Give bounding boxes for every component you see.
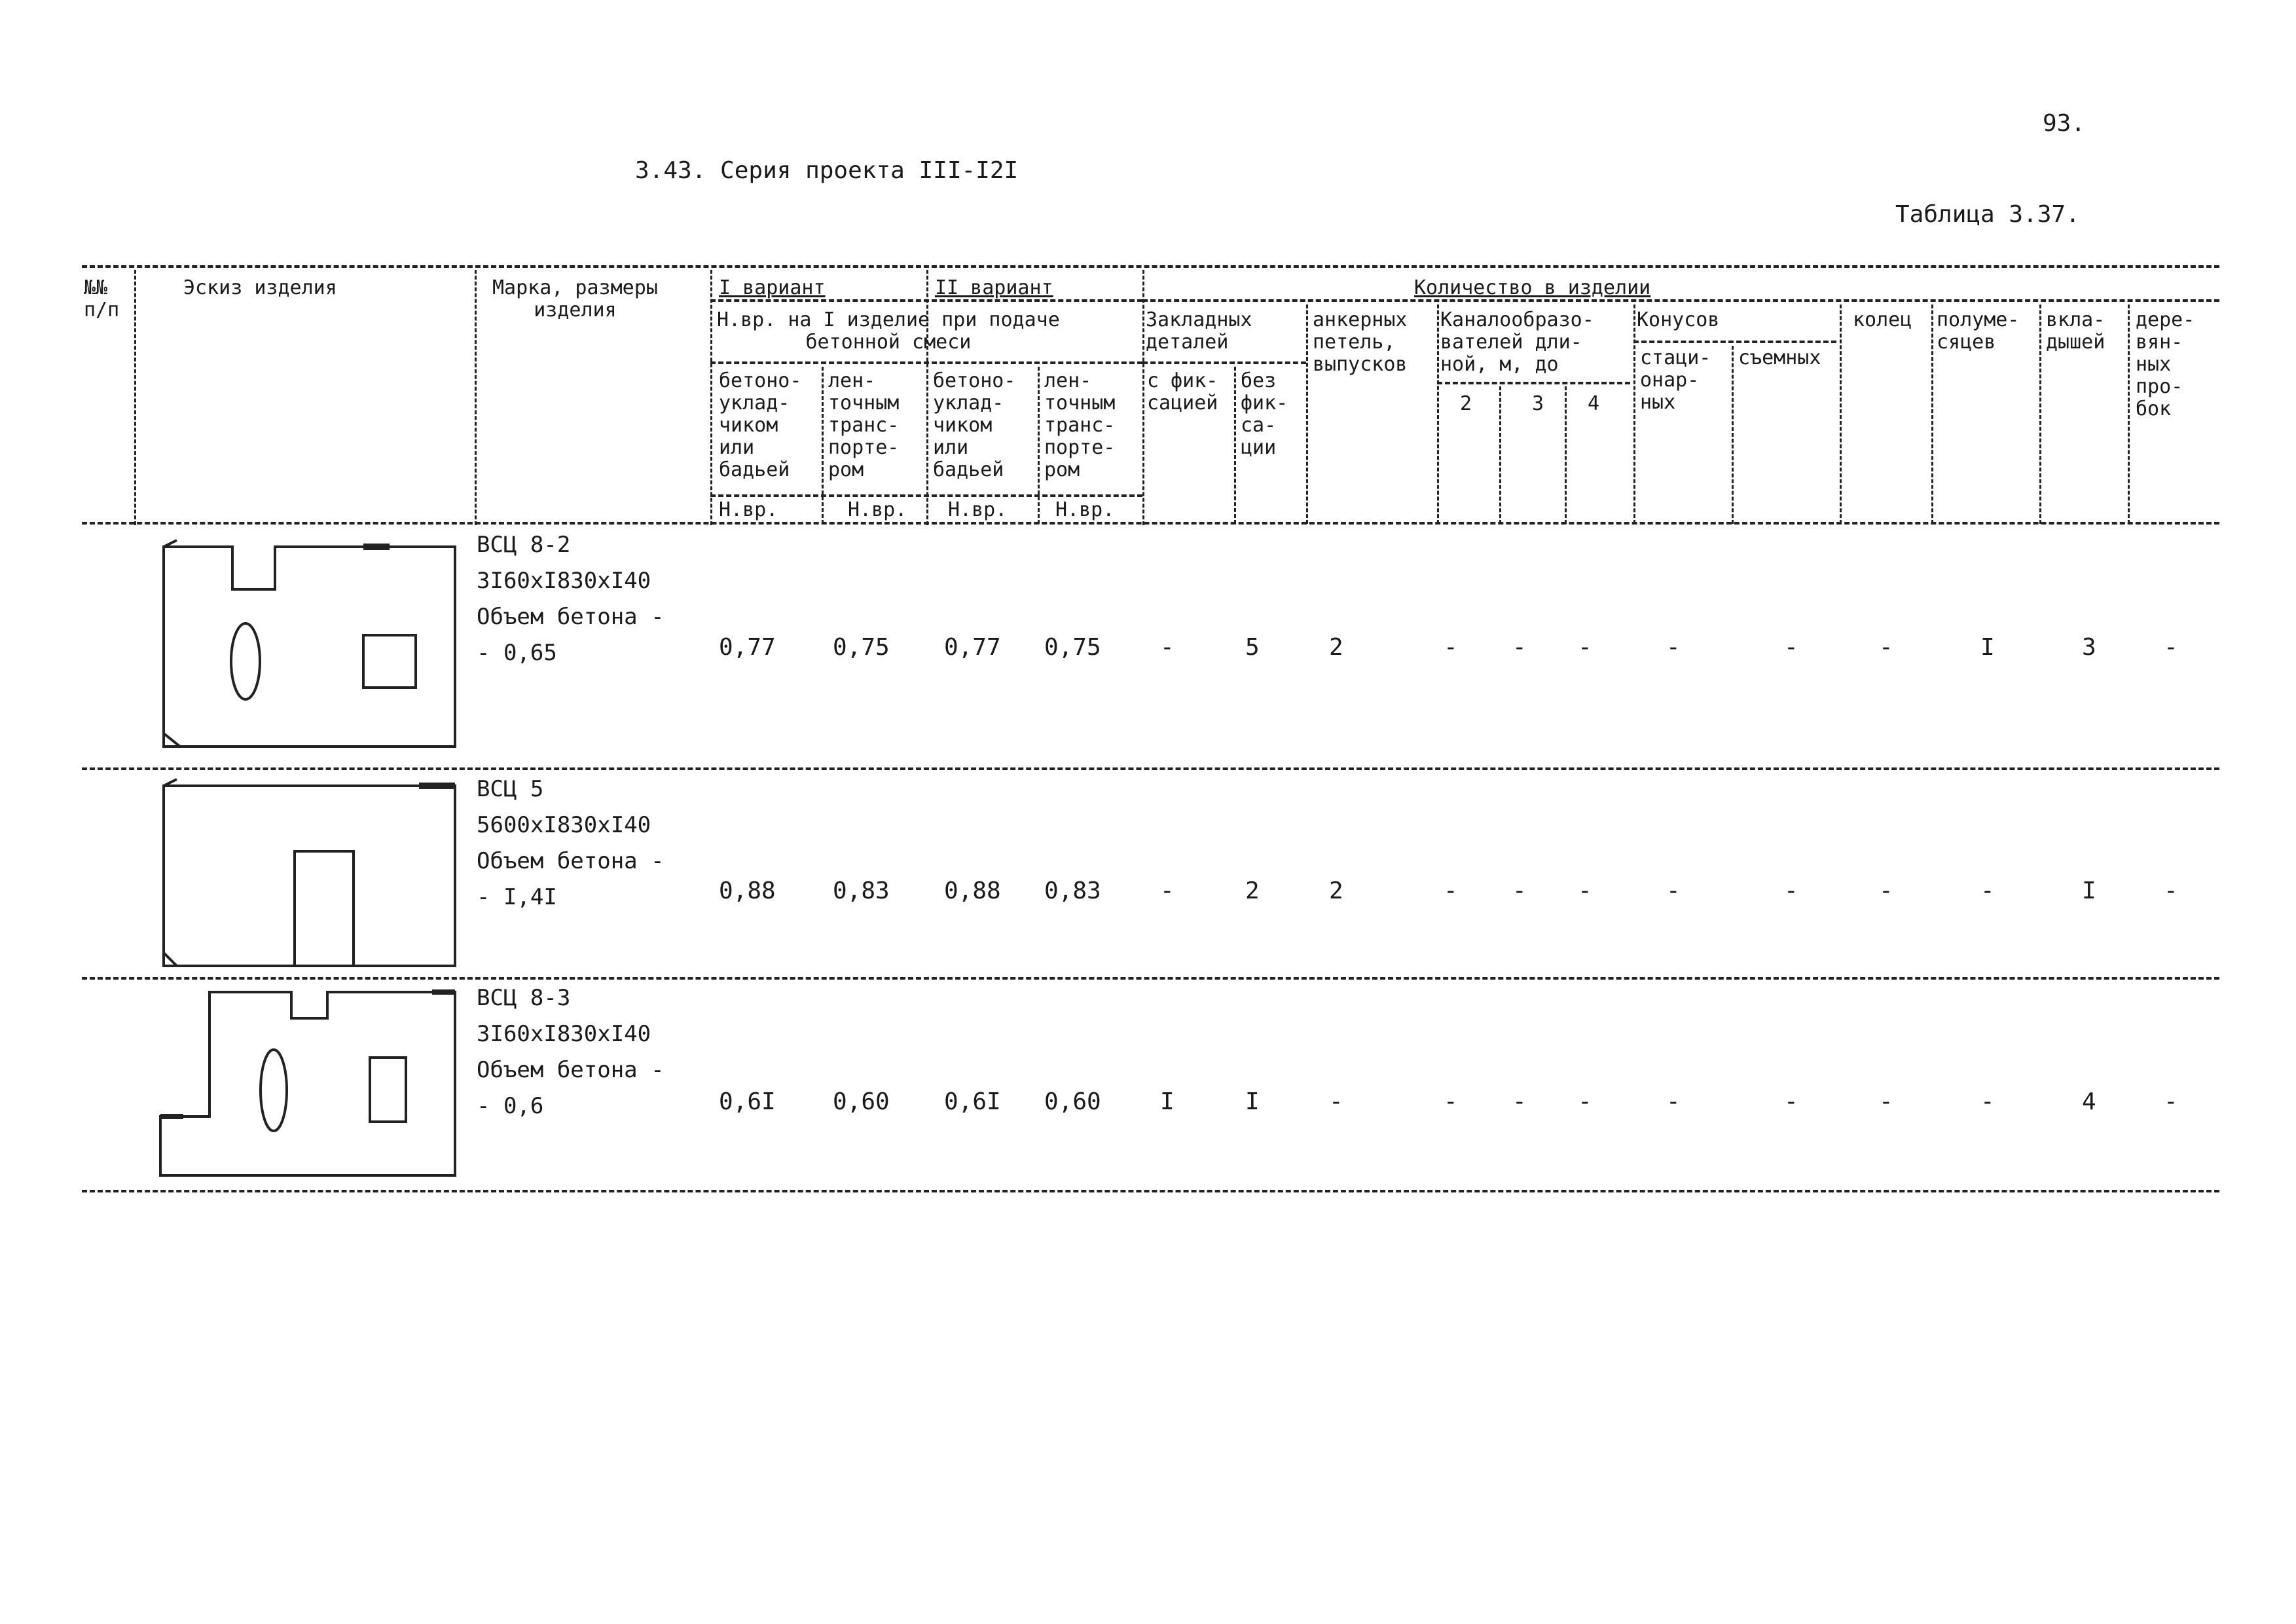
row1-cell: 2 <box>1329 634 1343 661</box>
row1-mark-name: ВСЦ 8-2 <box>477 532 571 558</box>
row2-cell: - <box>2164 877 2178 904</box>
header-len-4: 4 <box>1588 392 1600 415</box>
col-line <box>1142 270 1144 525</box>
row2-cell: - <box>1666 877 1681 904</box>
col-line <box>1931 304 1933 524</box>
table-label: Таблица 3.37. <box>1895 201 2080 228</box>
header-num: №№ п/п <box>84 276 120 322</box>
section-title: 3.43. Серия проекта III-I2I <box>635 157 1019 184</box>
row2-cell: 0,88 <box>944 877 1001 904</box>
row2-cell: I <box>2082 877 2096 904</box>
col-line <box>1840 304 1842 524</box>
row2-cell: - <box>1879 877 1893 904</box>
row2-bottom-rule <box>82 977 2219 980</box>
header-sub-concrete2: бетоно- уклад- чиком или бадьей <box>933 369 1016 481</box>
row2-volume-value: - I,4I <box>477 884 557 910</box>
row2-cell: 2 <box>1329 877 1343 904</box>
row3-cell: - <box>1512 1088 1527 1115</box>
row3-cell: I <box>1245 1088 1260 1115</box>
col-line <box>710 270 712 525</box>
row3-cell: - <box>1578 1088 1592 1115</box>
header-len-2: 2 <box>1460 392 1472 415</box>
header-embedded: Закладных деталей <box>1146 308 1252 354</box>
row2-cell: 0,88 <box>719 877 776 904</box>
col-line <box>1038 367 1040 524</box>
row1-volume-label: Объем бетона - <box>477 604 665 630</box>
row1-cell: 0,77 <box>944 634 1001 661</box>
col-line <box>2039 304 2041 524</box>
header-anchor: анкерных петель, выпусков <box>1313 308 1408 376</box>
col-line <box>2128 304 2130 524</box>
header-quantity: Количество в изделии <box>1414 276 1651 299</box>
row1-cell: - <box>1879 634 1893 661</box>
row3-mark <box>477 980 665 1124</box>
header-wooden-plugs: дере- вян- ных про- бок <box>2136 308 2195 420</box>
header-nvr-unit: Н.вр. <box>1055 498 1115 521</box>
sketch-vsc-8-3 <box>157 986 465 1182</box>
row1-cell: 3 <box>2082 634 2096 661</box>
header-bottom-rule <box>82 522 2219 525</box>
col-line <box>134 270 136 525</box>
row3-cell: 0,6I <box>719 1088 776 1115</box>
row1-cell: 0,77 <box>719 634 776 661</box>
header-removable: съемных <box>1738 346 1821 369</box>
row3-cell: - <box>1444 1088 1458 1115</box>
row2-mark-name: ВСЦ 5 <box>477 776 544 802</box>
row3-cell: - <box>1784 1088 1798 1115</box>
row2-cell: - <box>1160 877 1175 904</box>
embedded-rule <box>1142 361 1306 364</box>
row1-cell: 0,75 <box>833 634 890 661</box>
row2-cell: 0,83 <box>1044 877 1101 904</box>
row2-cell: - <box>1578 877 1592 904</box>
header-rings: колец <box>1853 308 1912 331</box>
row3-cell: 0,60 <box>1044 1088 1101 1115</box>
row3-volume-value: - 0,6 <box>477 1093 544 1119</box>
row2-cell: - <box>1512 877 1527 904</box>
row1-cell: - <box>2164 634 2178 661</box>
row2-cell: 0,83 <box>833 877 890 904</box>
header-half-moons: полуме- сяцев <box>1937 308 2020 354</box>
header-sub-belt2: лен- точным транс- порте- ром <box>1044 369 1116 481</box>
col-line <box>1234 367 1236 524</box>
row3-cell: I <box>1160 1088 1175 1115</box>
header-without-fix: без фик- са- ции <box>1241 369 1288 459</box>
row2-size: 5600xI830xI40 <box>477 812 651 838</box>
header-sub-concrete1: бетоно- уклад- чиком или бадьей <box>719 369 802 481</box>
row1-volume-value: - 0,65 <box>477 640 557 666</box>
col-line <box>1499 386 1501 524</box>
row2-cell: - <box>1444 877 1458 904</box>
col-line <box>1732 346 1734 524</box>
header-with-fix: с фик- сацией <box>1147 369 1218 415</box>
row1-cell: - <box>1666 634 1681 661</box>
row1-cell: - <box>1160 634 1175 661</box>
header-stationary: стаци- онар- ных <box>1640 346 1711 414</box>
header-variant2: II вариант <box>935 276 1053 299</box>
row2-cell: 2 <box>1245 877 1260 904</box>
row1-cell: 5 <box>1245 634 1260 661</box>
header-variant1: I вариант <box>719 276 826 299</box>
row2-volume-label: Объем бетона - <box>477 848 665 874</box>
row3-cell: - <box>2164 1088 2178 1115</box>
row2-cell: - <box>1784 877 1798 904</box>
sketch-vsc-5 <box>157 776 465 972</box>
row1-cell: - <box>1444 634 1458 661</box>
row3-mark-name: ВСЦ 8-3 <box>477 985 571 1011</box>
cones-rule <box>1633 341 1836 343</box>
page-number: 93. <box>2043 110 2086 137</box>
row1-cell: - <box>1512 634 1527 661</box>
header-sub-belt1: лен- точным транс- порте- ром <box>828 369 900 481</box>
row1-bottom-rule <box>82 767 2219 770</box>
header-mark: Марка, размеры изделия <box>492 276 658 322</box>
sketch-vsc-8-2 <box>157 537 465 753</box>
row3-size: 3I60xI830xI40 <box>477 1021 651 1047</box>
header-nvr-title: Н.вр. на I изделие при подаче бетонной смеси <box>717 308 1060 354</box>
row1-cell: - <box>1784 634 1798 661</box>
table-bottom-rule <box>82 1190 2219 1192</box>
row3-cell: 0,60 <box>833 1088 890 1115</box>
channel-rule <box>1437 382 1630 384</box>
header-channel: Каналообразо- вателей дли- ной, м, до <box>1440 308 1594 376</box>
row3-cell: - <box>1980 1088 1995 1115</box>
row3-cell: - <box>1329 1088 1343 1115</box>
row1-cell: 0,75 <box>1044 634 1101 661</box>
row3-cell: 4 <box>2082 1088 2096 1115</box>
row3-cell: - <box>1666 1088 1681 1115</box>
row2-mark <box>477 771 665 915</box>
col-line <box>1565 386 1567 524</box>
table-top-rule <box>82 265 2219 268</box>
header-inserts: вкла- дышей <box>2046 308 2105 354</box>
row1-size: 3I60xI830xI40 <box>477 568 651 594</box>
quantity-rule <box>1142 299 2219 302</box>
col-line <box>1437 304 1439 524</box>
col-line <box>1633 304 1635 524</box>
row3-cell: - <box>1879 1088 1893 1115</box>
header-nvr-unit: Н.вр. <box>848 498 907 521</box>
col-line <box>475 270 477 525</box>
row2-cell: - <box>1980 877 1995 904</box>
row1-mark <box>477 527 665 671</box>
header-cones: Конусов <box>1637 308 1720 331</box>
col-line <box>822 367 824 524</box>
row1-cell: - <box>1578 634 1592 661</box>
row1-cell: I <box>1980 634 1995 661</box>
header-len-3: 3 <box>1532 392 1544 415</box>
header-nvr-unit: Н.вр. <box>719 498 778 521</box>
col-line <box>1306 304 1308 524</box>
row3-volume-label: Объем бетона - <box>477 1057 665 1083</box>
header-sketch: Эскиз изделия <box>183 276 337 299</box>
row3-cell: 0,6I <box>944 1088 1001 1115</box>
header-nvr-unit: Н.вр. <box>948 498 1008 521</box>
